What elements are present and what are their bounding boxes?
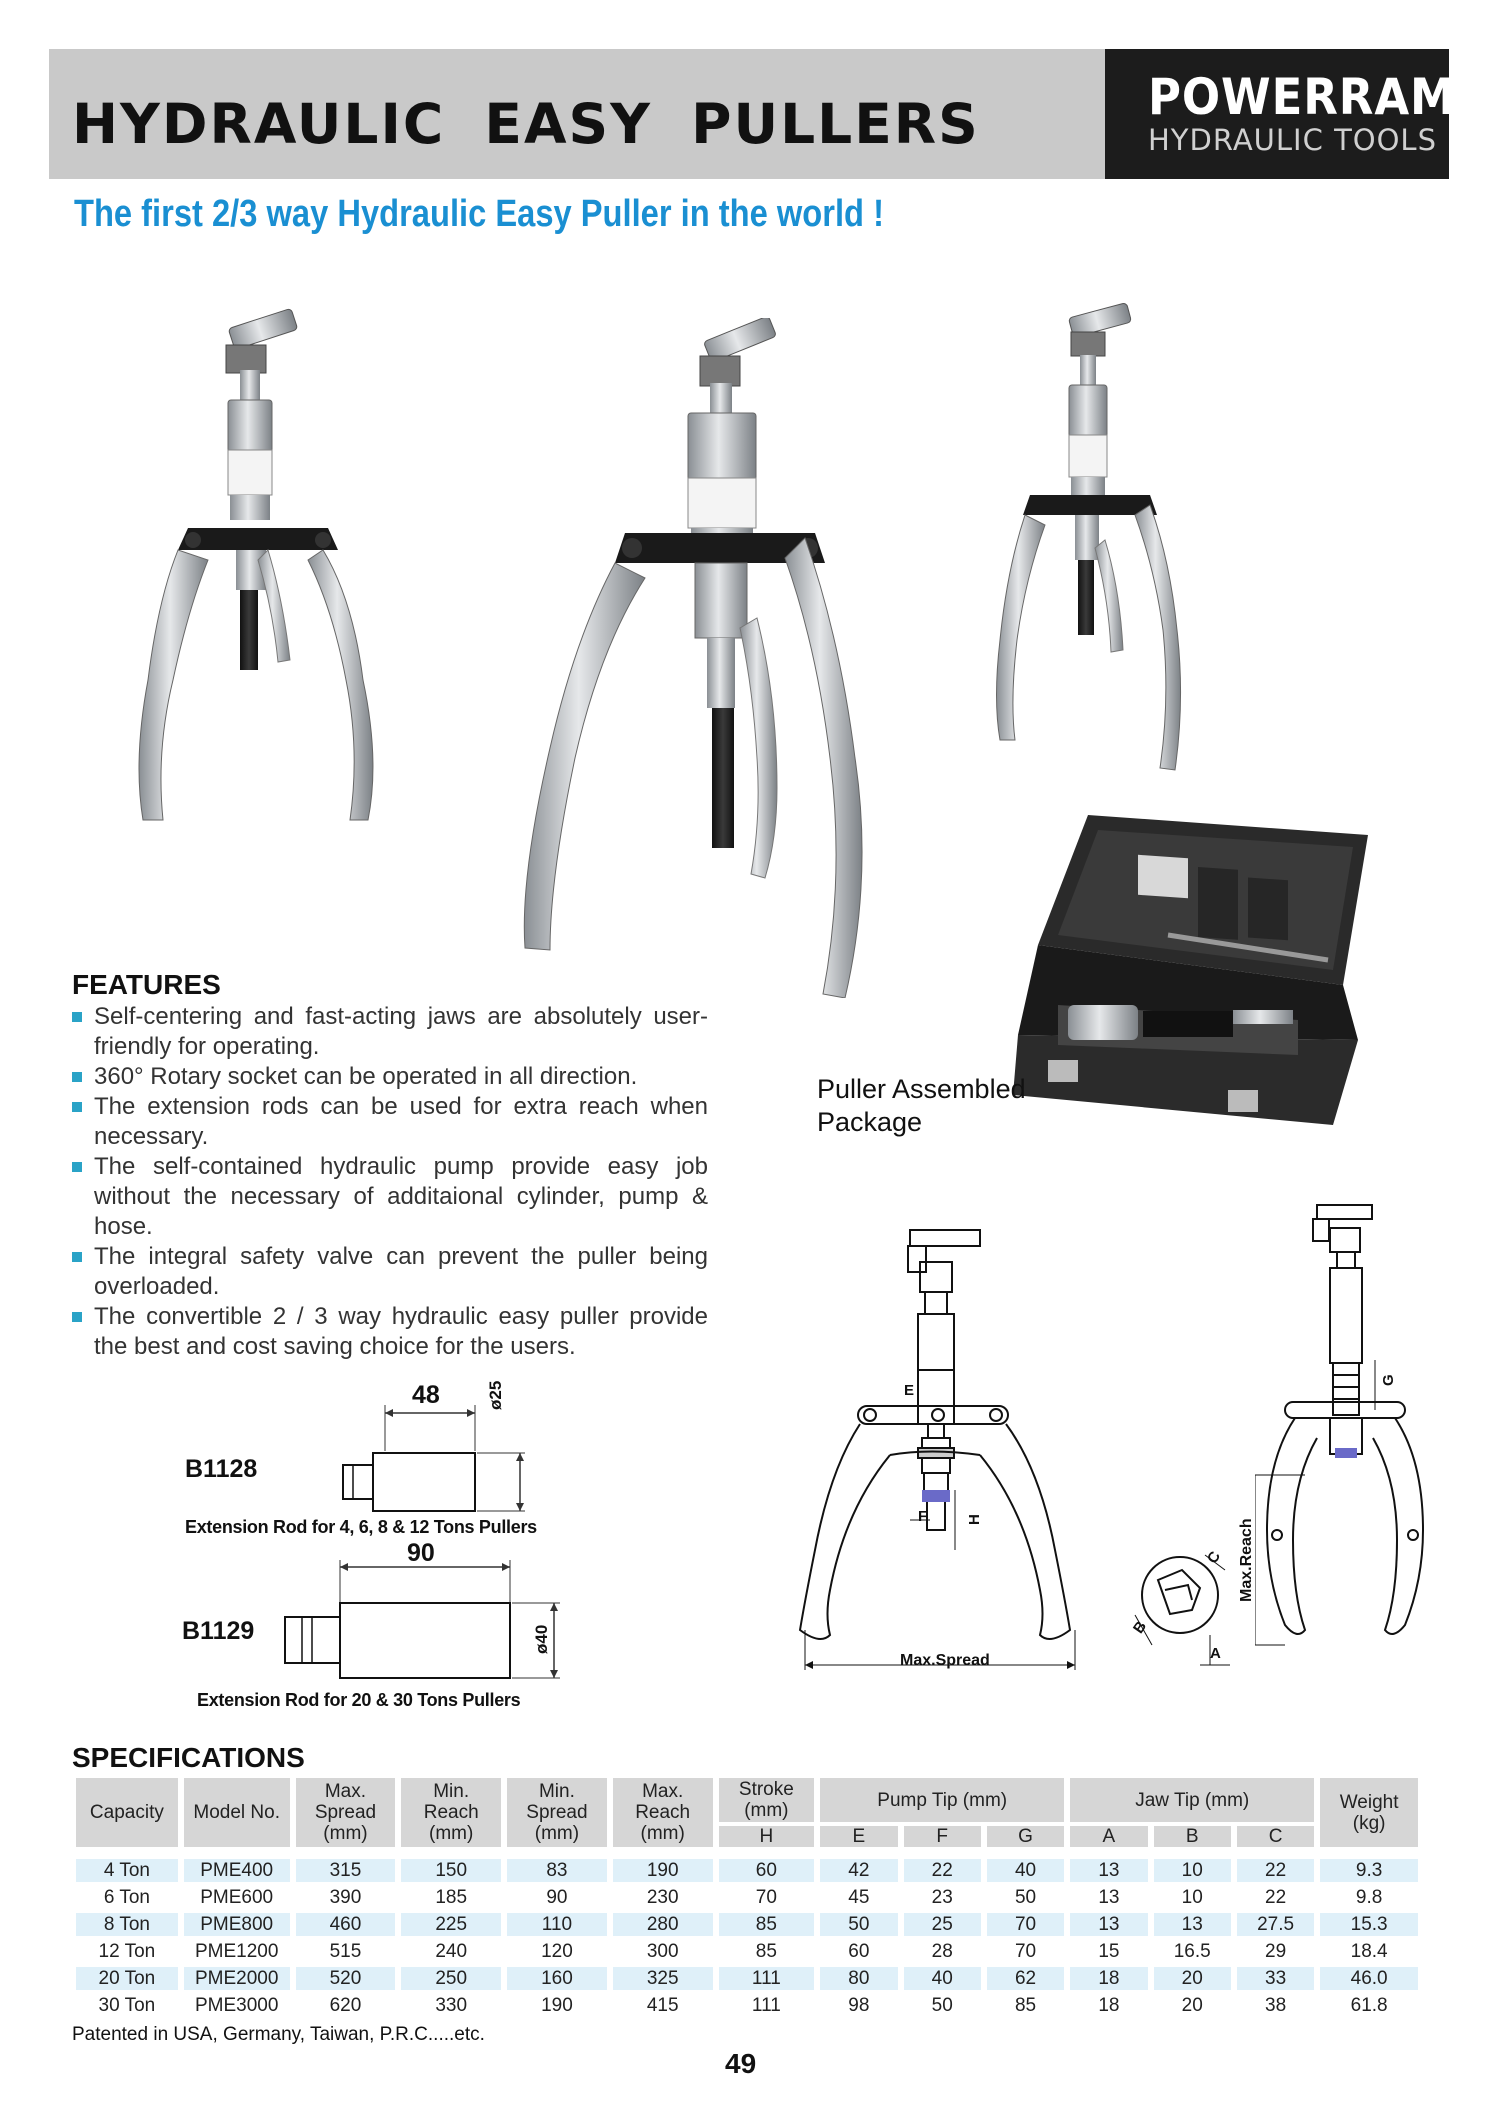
table-cell: 190 [541, 1995, 573, 2016]
table-row [76, 1940, 1418, 1963]
table-cell: 13 [1154, 1913, 1231, 1936]
label-max-spread: Max.Spread [900, 1652, 990, 1669]
table-cell: 18.4 [1350, 1941, 1388, 1962]
table-row [76, 1967, 1418, 1990]
rod-b1128-description: Extension Rod for 4, 6, 8 & 12 Tons Pullers [185, 1517, 537, 1537]
header-jaw-tip: Jaw Tip (mm) [1070, 1778, 1314, 1822]
header-pump-e: E [820, 1826, 897, 1847]
jaw-tip-detail-diagram [1130, 1540, 1240, 1670]
table-cell: 50 [1014, 1887, 1037, 1908]
feature-item: The self-contained hydraulic pump provide easy job without the necessary of additaional cylinder, pump & hose. [72, 1152, 708, 1242]
bullet-square-icon [72, 1102, 82, 1112]
page-number: 49 [725, 2048, 757, 2079]
feature-item: The convertible 2 / 3 way hydraulic easy puller provide the best and cost saving choice for the users. [72, 1302, 708, 1362]
table-cell: 12 Ton [98, 1941, 156, 1962]
tagline: The first 2/3 way Hydraulic Easy Puller in the world ! [74, 193, 884, 235]
table-cell: 190 [613, 1859, 713, 1882]
feature-item: 360° Rotary socket can be operated in all direction. [72, 1062, 708, 1092]
table-cell: 15 [1098, 1941, 1120, 1962]
feature-item: The extension rods can be used for extra reach when necessary. [72, 1092, 708, 1152]
table-cell: 111 [751, 1995, 781, 2016]
table-row [76, 1859, 1418, 1882]
table-cell: 80 [820, 1967, 897, 1990]
header-pump-g: G [987, 1826, 1064, 1847]
table-cell: 330 [435, 1995, 468, 2016]
patent-note: Patented in USA, Germany, Taiwan, P.R.C.....etc. [72, 2024, 485, 2045]
specifications-heading: SPECIFICATIONS [72, 1742, 305, 1773]
table-cell: 40 [904, 1967, 981, 1990]
label-g: G [1380, 1374, 1397, 1386]
header-model: Model No. [184, 1778, 290, 1847]
table-cell: 22 [1237, 1859, 1314, 1882]
header-stroke: Stroke (mm) [719, 1778, 815, 1822]
table-cell: 280 [613, 1913, 713, 1936]
table-cell: 45 [848, 1887, 870, 1908]
table-cell: 460 [296, 1913, 396, 1936]
table-cell: 22 [1265, 1887, 1287, 1908]
table-cell: 15.3 [1320, 1913, 1418, 1936]
table-cell: 20 [1154, 1967, 1231, 1990]
table-cell: 13 [1070, 1913, 1147, 1936]
feature-item: Self-centering and fast-acting jaws are absolutely user-friendly for operating. [72, 1002, 708, 1062]
rod-b1129-description: Extension Rod for 20 & 30 Tons Pullers [197, 1690, 521, 1710]
table-cell: PME600 [200, 1887, 274, 1908]
features-heading: FEATURES [72, 969, 221, 1000]
table-cell: 10 [1154, 1859, 1231, 1882]
rod-model-b1128: B1128 [185, 1455, 258, 1483]
puller-reach-diagram [1255, 1200, 1440, 1670]
table-cell: 30 Ton [98, 1995, 156, 2016]
puller-photo-6ton [985, 300, 1205, 780]
label-b: B [1130, 1618, 1151, 1637]
table-cell: 50 [820, 1913, 897, 1936]
table-cell: 70 [755, 1887, 777, 1908]
rod-b1128-diameter: ø25 [486, 1380, 505, 1410]
header-weight: Weight (kg) [1320, 1778, 1418, 1847]
table-row [76, 1994, 1418, 2017]
puller-spread-diagram [790, 1220, 1105, 1680]
table-cell: 25 [904, 1913, 981, 1936]
package-case-photo [998, 805, 1378, 1135]
table-cell: 90 [546, 1887, 568, 1908]
puller-photo-8ton [118, 300, 418, 860]
table-cell: 85 [755, 1941, 777, 1962]
header-max-spread: Max. Spread (mm) [296, 1778, 396, 1847]
table-cell: 8 Ton [76, 1913, 178, 1936]
table-cell: 415 [646, 1995, 679, 2016]
table-cell: 29 [1265, 1941, 1287, 1962]
label-e: E [904, 1382, 915, 1399]
table-cell: 20 Ton [76, 1967, 178, 1990]
table-cell: 27.5 [1237, 1913, 1314, 1936]
table-cell: 83 [507, 1859, 607, 1882]
table-cell: 150 [401, 1859, 501, 1882]
table-cell: PME1200 [194, 1941, 279, 1962]
rod-b1129-drawing [280, 1555, 570, 1685]
table-cell: 40 [987, 1859, 1064, 1882]
bullet-square-icon [72, 1312, 82, 1322]
header-capacity: Capacity [76, 1778, 178, 1847]
table-cell: 230 [646, 1887, 679, 1908]
table-cell: 13 [1070, 1859, 1147, 1882]
table-cell: 9.8 [1355, 1887, 1383, 1908]
bullet-square-icon [72, 1072, 82, 1082]
table-cell: 240 [435, 1941, 468, 1962]
table-cell: 33 [1237, 1967, 1314, 1990]
table-cell: 315 [296, 1859, 396, 1882]
header-max-reach: Max. Reach (mm) [613, 1778, 713, 1847]
table-cell: 13 [1098, 1887, 1120, 1908]
puller-photo-30ton [495, 318, 895, 998]
table-cell: PME3000 [194, 1995, 279, 2016]
bullet-square-icon [72, 1252, 82, 1262]
table-cell: 60 [719, 1859, 815, 1882]
table-cell: 85 [719, 1913, 815, 1936]
table-cell: 10 [1181, 1887, 1203, 1908]
table-cell: 98 [848, 1995, 870, 2016]
package-caption: Puller Assembled Package [817, 1074, 1026, 1137]
table-cell: 160 [507, 1967, 607, 1990]
table-cell: PME400 [184, 1859, 290, 1882]
table-cell: 250 [401, 1967, 501, 1990]
label-max-reach: Max.Reach [1238, 1518, 1255, 1602]
rod-b1128-length: 48 [412, 1381, 440, 1409]
table-cell: 520 [296, 1967, 396, 1990]
table-cell: 42 [820, 1859, 897, 1882]
rod-b1129-diameter: ø40 [532, 1624, 551, 1654]
bullet-square-icon [72, 1162, 82, 1172]
rod-b1129-length: 90 [407, 1539, 435, 1567]
table-cell: 111 [719, 1967, 815, 1990]
header-jaw-c: C [1237, 1826, 1314, 1847]
table-cell: 61.8 [1350, 1995, 1388, 2016]
table-cell: 6 Ton [103, 1887, 150, 1908]
label-c: C [1204, 1548, 1225, 1567]
rod-model-b1129: B1129 [182, 1617, 255, 1645]
rod-b1128-drawing [335, 1395, 535, 1515]
table-cell: 325 [613, 1967, 713, 1990]
header-pump-f: F [904, 1826, 981, 1847]
table-cell: 62 [987, 1967, 1064, 1990]
table-cell: 70 [1014, 1941, 1037, 1962]
header-min-spread: Min. Spread (mm) [507, 1778, 607, 1847]
page-title: HYDRAULIC EASY PULLERS [72, 92, 980, 156]
table-cell: PME800 [184, 1913, 290, 1936]
logo-brand-text: POWERRAM [1148, 68, 1456, 126]
table-cell: PME2000 [184, 1967, 290, 1990]
table-cell: 70 [987, 1913, 1064, 1936]
label-f: F [918, 1508, 928, 1525]
table-cell: 38 [1265, 1995, 1287, 2016]
label-h: H [966, 1514, 983, 1525]
logo-subtitle: HYDRAULIC TOOLS [1148, 123, 1437, 157]
table-cell: 4 Ton [76, 1859, 178, 1882]
bullet-square-icon [72, 1012, 82, 1022]
table-cell: 60 [848, 1941, 870, 1962]
header-pump-tip: Pump Tip (mm) [820, 1778, 1064, 1822]
table-cell: 620 [329, 1995, 362, 2016]
features-list [72, 1002, 708, 1362]
header-stroke-h: H [719, 1826, 815, 1847]
table-cell: 85 [1014, 1995, 1037, 2016]
table-row [76, 1886, 1418, 1909]
table-cell: 18 [1070, 1967, 1147, 1990]
table-cell: 23 [931, 1887, 953, 1908]
table-cell: 225 [401, 1913, 501, 1936]
table-cell: 22 [904, 1859, 981, 1882]
table-cell: 46.0 [1320, 1967, 1418, 1990]
label-a: A [1210, 1645, 1221, 1662]
table-cell: 515 [329, 1941, 362, 1962]
specifications-table [70, 1774, 1424, 2021]
table-cell: 18 [1098, 1995, 1120, 2016]
table-cell: 185 [435, 1887, 468, 1908]
header-jaw-b: B [1154, 1826, 1231, 1847]
header-min-reach: Min. Reach (mm) [401, 1778, 501, 1847]
table-cell: 20 [1181, 1995, 1203, 2016]
header-jaw-a: A [1070, 1826, 1147, 1847]
table-cell: 120 [541, 1941, 573, 1962]
specifications-body [76, 1851, 1418, 2017]
table-cell: 16.5 [1173, 1941, 1211, 1962]
table-cell: 300 [646, 1941, 679, 1962]
table-row [76, 1913, 1418, 1936]
feature-item: The integral safety valve can prevent the puller being overloaded. [72, 1242, 708, 1302]
table-cell: 390 [329, 1887, 362, 1908]
table-cell: 9.3 [1320, 1859, 1418, 1882]
table-cell: 28 [931, 1941, 953, 1962]
table-cell: 110 [507, 1913, 607, 1936]
table-cell: 50 [931, 1995, 953, 2016]
